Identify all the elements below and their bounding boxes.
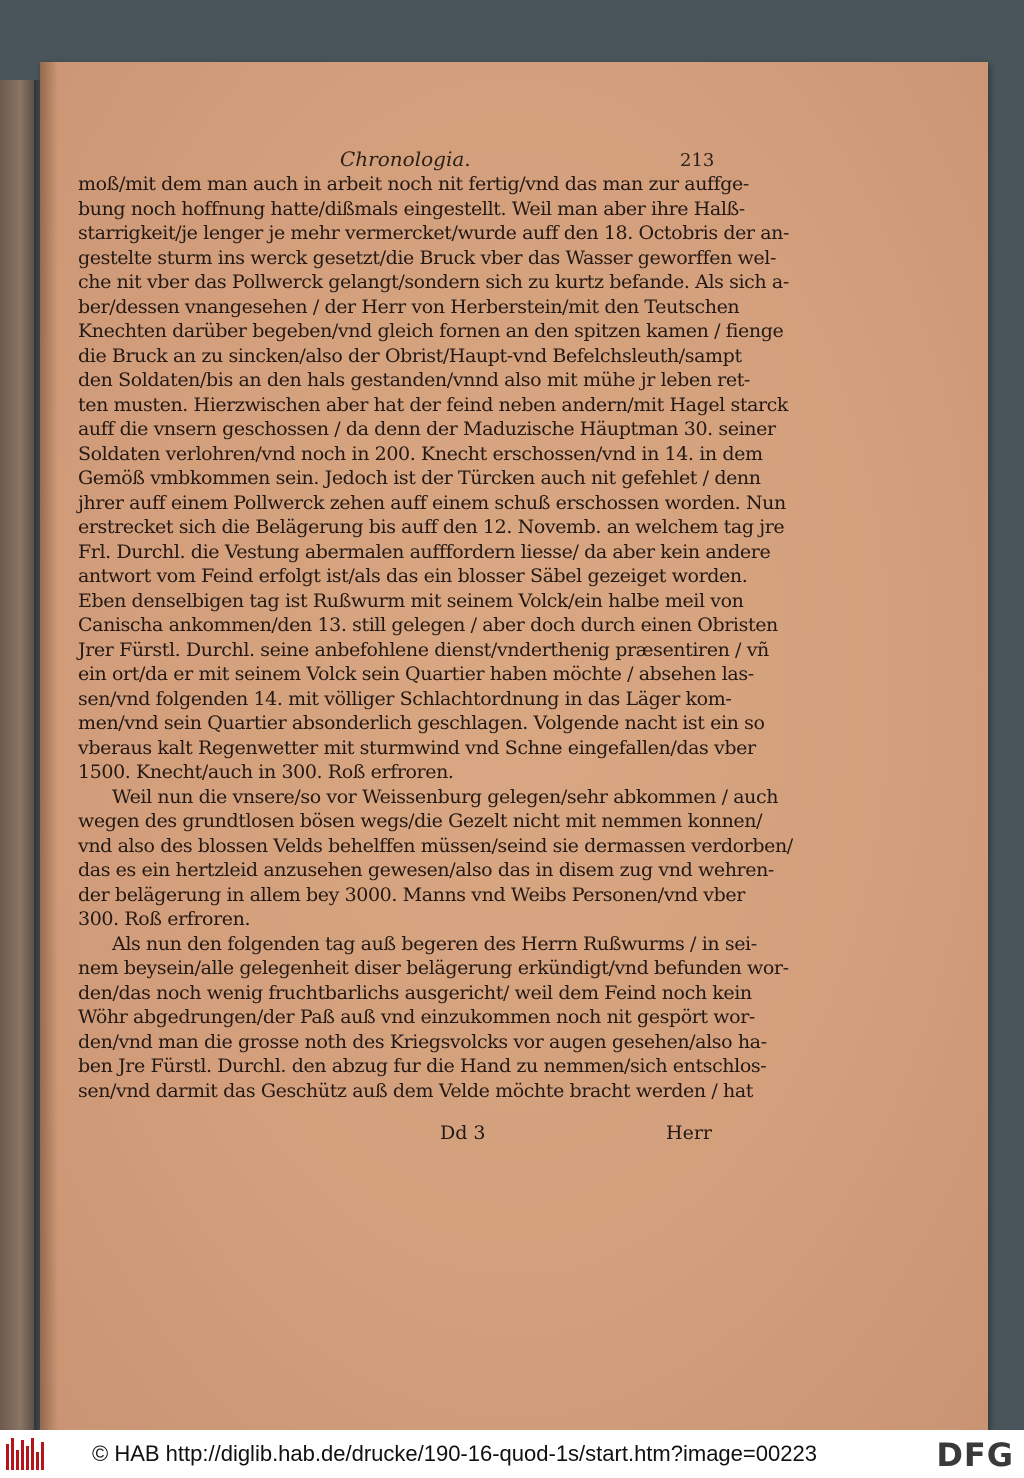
left-page-edge xyxy=(0,80,34,1430)
text-line: ten musten. Hierzwischen aber hat der feind neben andern/mit Hagel starck xyxy=(78,393,789,416)
text-line: Jrer Fürstl. Durchl. seine anbefohlene dienst/vnderthenig præsentiren / vñ xyxy=(78,638,769,661)
text-line: das es ein hertzleid anzusehen gewesen/also das in disem zug vnd wehren- xyxy=(78,859,774,881)
catchword: Herr xyxy=(666,1122,712,1144)
text-line: wegen des grundtlosen bösen wegs/die Gezelt nicht mit nemmen konnen/ xyxy=(78,810,763,832)
text-line: ben Jre Fürstl. Durchl. den abzug fur die Hand zu nemmen/sich entschlos- xyxy=(78,1055,767,1077)
text-line: Canischa ankommen/den 13. still gelegen / aber doch durch einen Obristen xyxy=(78,614,778,636)
text-line: 1500. Knecht/auch in 300. Roß erfroren. xyxy=(78,761,454,783)
text-line: Knechten darüber begeben/vnd gleich fornen an den spitzen kamen / fienge xyxy=(78,320,784,342)
page-binding-shade xyxy=(40,62,58,1430)
text-line: vnd also des blossen Velds behelffen müssen/seind sie dermassen verdorben/ xyxy=(78,834,793,857)
text-line: Frl. Durchl. die Vestung abermalen aufffordern liesse/ da aber kein andere xyxy=(78,540,771,563)
text-line: der belägerung in allem bey 3000. Manns vnd Weibs Personen/vnd vber xyxy=(78,883,745,906)
text-line: erstrecket sich die Belägerung bis auff den 12. Novemb. an welchem tag jre xyxy=(78,516,785,538)
running-head: Chronologia. xyxy=(340,147,471,171)
text-line: moß/mit dem man auch in arbeit noch nit fertig/vnd das man zur auffge- xyxy=(78,173,749,195)
text-line: men/vnd sein Quartier absonderlich geschlagen. Volgende nacht ist ein so xyxy=(78,712,765,734)
body-text xyxy=(78,172,793,1103)
text-line: Soldaten verlohren/vnd noch in 200. Knecht erschossen/vnd in 14. in dem xyxy=(78,442,763,465)
hab-barcode-logo-icon[interactable] xyxy=(6,1438,46,1470)
text-line: den Soldaten/bis an den hals gestanden/vnnd also mit mühe jr leben ret- xyxy=(78,369,750,391)
text-line: starrigkeit/je lenger je mehr vermercket/wurde auff den 18. Octobris der an- xyxy=(78,222,790,244)
text-line: Weil nun die vnsere/so vor Weissenburg gelegen/sehr abkommen / auch xyxy=(112,785,779,808)
text-line: antwort vom Feind erfolgt ist/als das ein blosser Säbel gezeiget worden. xyxy=(78,565,748,587)
viewer-footer xyxy=(0,1430,1024,1478)
text-line: Als nun den folgenden tag auß begeren des Herrn Rußwurms / in sei- xyxy=(112,932,757,955)
signature-mark: Dd 3 xyxy=(440,1122,486,1144)
text-line: Eben denselbigen tag ist Rußwurm mit seinem Volck/ein halbe meil von xyxy=(78,589,744,612)
text-line: vberaus kalt Regenwetter mit sturmwind vnd Schne eingefallen/das vber xyxy=(78,736,756,759)
text-line: bung noch hoffnung hatte/dißmals eingestellt. Weil man aber ihre Halß- xyxy=(78,197,745,220)
page-number: 213 xyxy=(680,150,715,171)
text-line: Gemöß vmbkommen sein. Jedoch ist der Türcken auch nit gefehlet / denn xyxy=(78,467,761,489)
text-line: die Bruck an zu sincken/also der Obrist/Haupt-vnd Befelchsleuth/sampt xyxy=(78,344,742,367)
text-line: ber/dessen vnangesehen / der Herr von Herberstein/mit den Teutschen xyxy=(78,295,740,318)
text-line: sen/vnd folgenden 14. mit völliger Schlachtordnung in das Läger kom- xyxy=(78,687,732,710)
text-line: auff die vnsern geschossen / da denn der Maduzische Häuptman 30. seiner xyxy=(78,418,776,440)
text-line: den/das noch wenig fruchtbarlichs ausgericht/ weil dem Feind noch kein xyxy=(78,981,752,1004)
text-line: nem beysein/alle gelegenheit diser belägerung erkündigt/vnd befunden wor- xyxy=(78,957,789,979)
text-line: den/vnd man die grosse noth des Kriegsvolcks vor augen gesehen/also ha- xyxy=(78,1030,767,1053)
text-line: sen/vnd darmit das Geschütz auß dem Velde möchte bracht werden / hat xyxy=(78,1079,753,1102)
text-line: Wöhr abgedrungen/der Paß auß vnd einzukommen noch nit gespört wor- xyxy=(78,1006,755,1028)
text-line: gestelte sturm ins werck gesetzt/die Bruck vber das Wasser geworffen wel- xyxy=(78,246,776,269)
dfg-logo[interactable]: DFG xyxy=(936,1436,1014,1474)
text-line: jhrer auff einem Pollwerck zehen auff einem schuß erschossen worden. Nun xyxy=(78,491,786,514)
text-line: ein ort/da er mit seinem Volck sein Quartier haben möchte / absehen las- xyxy=(78,663,754,685)
text-line: che nit vber das Pollwerck gelangt/sondern sich zu kurtz befande. Als sich a- xyxy=(78,271,789,293)
text-line: 300. Roß erfroren. xyxy=(78,908,251,930)
copyright-link[interactable]: © HAB http://diglib.hab.de/drucke/190-16-quod-1s/start.htm?image=00223 xyxy=(92,1441,817,1466)
